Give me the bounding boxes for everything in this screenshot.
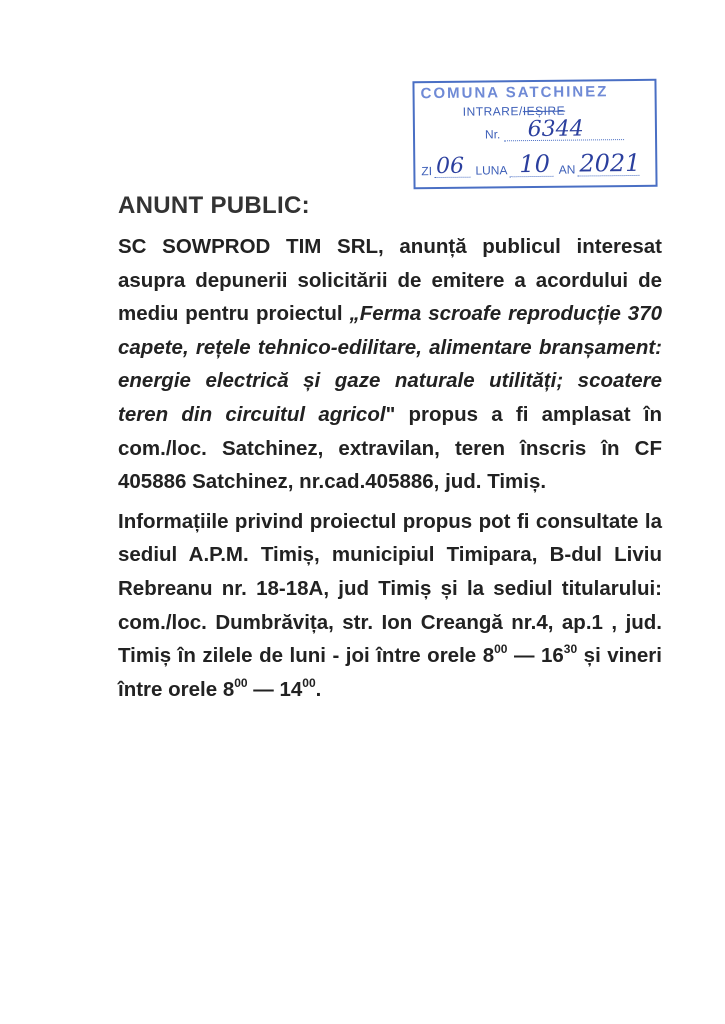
stamp-date-row bbox=[421, 148, 641, 180]
stamp-number-value: 6344 bbox=[527, 116, 584, 143]
schedule-friday-intro: și vineri între orele bbox=[118, 644, 662, 701]
project-title: „Ferma scroafe reproducție 370 capete, rețele tehnico-edilitare, alimentare branșament: energie electrică și gaze naturale utilități; scoatere teren din circuitul agricol bbox=[118, 302, 662, 426]
schedule-start-hour: 8 bbox=[482, 644, 495, 668]
announcement-body bbox=[118, 230, 662, 706]
stamp-day-line bbox=[434, 153, 470, 180]
page-title: ANUNT PUBLIC: bbox=[118, 192, 310, 219]
schedule-end-hour: 16 bbox=[540, 644, 564, 668]
stamp-number-line bbox=[504, 116, 624, 143]
schedule-start-minute: 00 bbox=[494, 642, 508, 657]
stamp-title: COMUNA SATCHINEZ bbox=[420, 83, 609, 103]
schedule-end-minute: 30 bbox=[563, 642, 578, 657]
stamp-number-label: Nr. bbox=[484, 127, 501, 142]
schedule-dash: — bbox=[507, 644, 541, 668]
stamp-day-value: 06 bbox=[435, 153, 465, 180]
registration-stamp bbox=[412, 79, 657, 190]
schedule-end-period: . bbox=[315, 677, 322, 701]
friday-dash: — bbox=[247, 677, 280, 701]
announcement-paragraph-1 bbox=[118, 230, 662, 499]
stamp-year-label: AN bbox=[558, 162, 576, 177]
stamp-day-label: ZI bbox=[421, 164, 433, 179]
friday-start-minute: 00 bbox=[234, 675, 248, 690]
stamp-direction-out: IEȘIRE bbox=[522, 103, 566, 119]
stamp-month-label: LUNA bbox=[475, 163, 508, 178]
friday-end-minute: 00 bbox=[302, 675, 316, 690]
friday-end-hour: 14 bbox=[279, 677, 303, 701]
stamp-year-line bbox=[577, 148, 641, 178]
stamp-month-line bbox=[509, 149, 553, 179]
friday-start-hour: 8 bbox=[222, 677, 235, 701]
stamp-direction-in: INTRARE/ bbox=[462, 104, 523, 119]
stamp-year-value: 2021 bbox=[579, 148, 641, 178]
announcement-intro: anunță publicul interesat asupra depunerii solicitării de emitere a acordului de mediu pentru proiectul bbox=[118, 235, 662, 326]
location-details: " propus a fi amplasat în com./loc. Satchinez, extravilan, teren înscris în CF 405886 Satchinez, nr.cad.405886, jud. Timiș. bbox=[118, 402, 662, 494]
stamp-number-row bbox=[484, 116, 624, 143]
stamp-month-value: 10 bbox=[519, 149, 551, 179]
announcement-paragraph-2 bbox=[118, 505, 662, 707]
consultation-info: Informațiile privind proiectul propus pot fi consultate la sediul A.P.M. Timiș, municipiul Timipara, B-dul Liviu Rebreanu nr. 18-18A, jud Timiș și la sediul titularului: com./loc. Dumbrăvița, str. Ion Creangă nr.4, ap.1 , jud. Timiș în zilele de luni - joi între orele bbox=[118, 509, 662, 668]
company-name: SC SOWPROD TIM SRL, bbox=[118, 235, 384, 258]
